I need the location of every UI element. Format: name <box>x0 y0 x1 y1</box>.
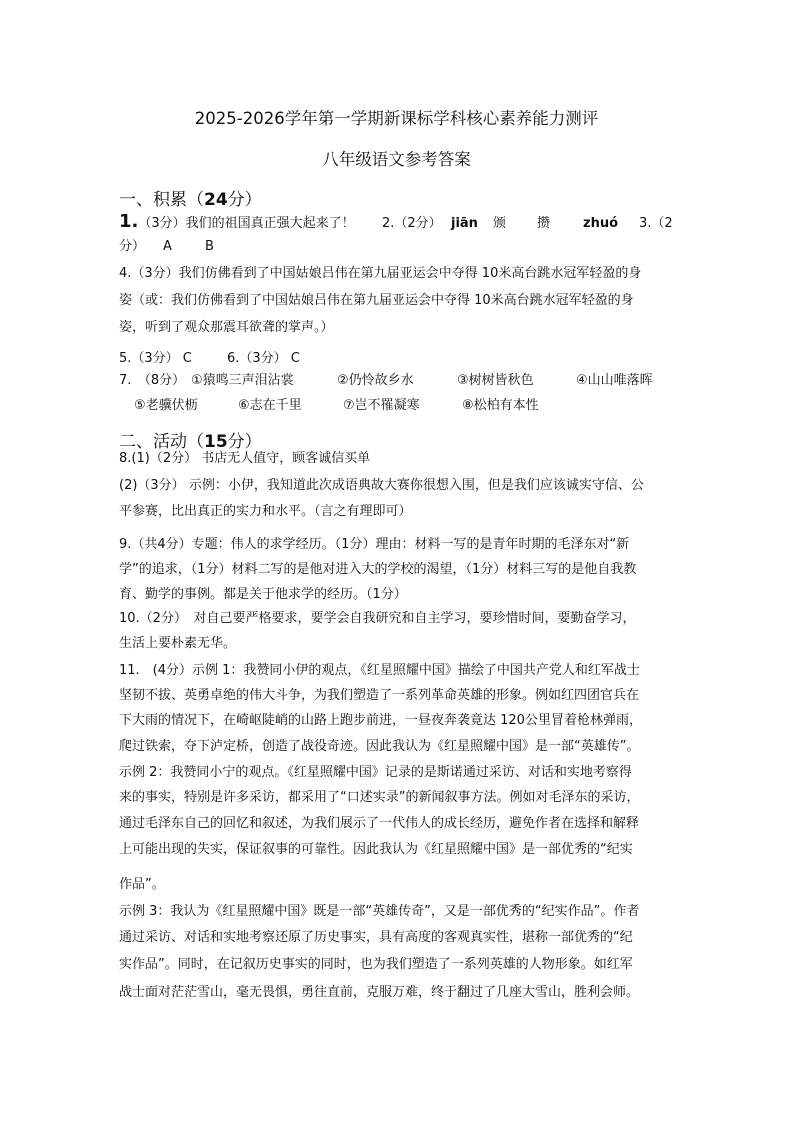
answer-q7-item-1: ①猿鸣三声泪沾裳 <box>191 373 294 388</box>
answer-q7-item-2: ②仍怜故乡水 <box>337 373 414 388</box>
answer-q9-line-3: 育、勤学的事例。都是关于他求学的经历。（1分） <box>119 587 407 602</box>
answer-q7-item-7: ⑦岂不罹凝寒 <box>343 398 420 413</box>
section2-heading-suffix: 分） <box>227 432 262 452</box>
page-subtitle: 八年级语文参考答案 <box>322 150 471 169</box>
section-heading-accumulation <box>119 185 262 210</box>
answer-q7-item-5: ⑤老骥伏枥 <box>134 398 198 413</box>
answer-q11-line-13: 战士面对茫茫雪山，毫无畏惧，勇往直前，克服万难，终于翻过了几座大雪山，胜利会师。 <box>119 985 640 1000</box>
answer-q8-1: 8.(1)（2分） 书店无人值守，顾客诚信买单 <box>119 451 371 466</box>
section-heading-prefix: 一、积累（ <box>119 190 204 210</box>
answer-q4-line-3: 姿，听到了观众那震耳欲聋的掌声。） <box>119 320 334 335</box>
answer-q10-line-1: 10.（2分） 对自己要严格要求，要学会自我研究和自主学习，要珍惜时间，要勤奋学习， <box>119 611 636 626</box>
answer-q7-item-6: ⑥志在千里 <box>238 398 302 413</box>
answer-q8-2-line-2: 平参赛，比出真正的实力和水平。（言之有理即可） <box>119 504 412 519</box>
answer-q2-item-4: zhuó <box>583 216 619 231</box>
answer-q10-line-2: 生活上要朴素无华。 <box>119 636 237 651</box>
section2-heading-prefix: 二、活动（ <box>119 432 204 452</box>
answer-q6: 6.（3分） C <box>227 351 300 366</box>
answer-q11-line-11: 通过采访、对话和实地考察还原了历史事实，具有高度的客观真实性，堪称一部优秀的“纪 <box>119 930 633 945</box>
answer-q11-line-12: 实作品”。同时，在记叙历史事实的同时，也为我们塑造了一系列英雄的人物形象。如红军 <box>119 957 633 972</box>
answer-q11-line-1: 11. (4分）示例 1：我赞同小伊的观点，《红星照耀中国》描绘了中国共产党人和红军战士 <box>119 663 640 678</box>
answer-q9-line-1: 9.（共4分）专题：伟人的求学经历。（1分）理由：材料一写的是青年时期的毛泽东对“新 <box>119 537 630 552</box>
answer-q3-label: 3.（2 <box>639 216 673 231</box>
answer-q11-line-8: 上可能出现的失实，保证叙事的可靠性。因此我认为《红星照耀中国》是一部优秀的“纪实 <box>119 842 633 857</box>
answer-q11-line-6: 来的事实，特别是许多采访，都采用了“口述实录”的新闻叙事方法。例如对毛泽东的采访， <box>119 790 640 805</box>
section-heading-suffix: 分） <box>227 190 262 210</box>
answer-q5: 5.（3分） C <box>119 351 192 366</box>
answer-q11-line-10: 示例 3：我认为《红星照耀中国》既是一部“英雄传奇”，又是一部优秀的“纪实作品”。作者 <box>119 904 640 919</box>
q1-text: （3分）我们的祖国真正强大起来了！ <box>138 216 355 231</box>
answer-q1 <box>119 212 355 234</box>
answer-q9-line-2: 学”的追求，（1分）材料二写的是他对进入大的学校的渴望，（1分）材料三写的是他自我教 <box>119 562 637 577</box>
answer-q8-2-line-1: (2)（3分） 示例：小伊，我知道此次成语典故大赛你很想入围，但是我们应该诚实守信、公 <box>119 478 644 493</box>
answer-q3-b: B <box>205 239 214 254</box>
answer-q11-line-5: 示例 2：我赞同小宁的观点。《红星照耀中国》记录的是斯诺通过采访、对话和实地考察得 <box>119 765 632 780</box>
answer-q7-item-4: ④山山唯落晖 <box>576 373 653 388</box>
answer-q11-line-4: 爬过铁索，夺下泸定桥，创造了战役奇迹。因此我认为《红星照耀中国》是一部“英雄传”。 <box>119 739 640 754</box>
answer-q2-item-3: 攒 <box>537 216 551 231</box>
answer-q7-item-3: ③树树皆秋色 <box>457 373 534 388</box>
answer-q3-cont: 分） <box>119 239 146 254</box>
answer-q2-item-1: jiān <box>451 216 478 231</box>
answer-q7-label: 7. （8分） <box>119 373 186 388</box>
answer-q4-line-1: 4.（3分）我们仿佛看到了中国姑娘吕伟在第九届亚运会中夺得 10米高台跳水冠军轻盈的身 <box>119 266 642 281</box>
answer-q11-line-9: 作品”。 <box>119 877 165 892</box>
answer-q2-item-2: 颁 <box>493 216 507 231</box>
q1-number: 1. <box>119 211 139 232</box>
section-heading-score: 24 <box>204 190 228 210</box>
section2-heading-score: 15 <box>204 432 228 452</box>
answer-q4-line-2: 姿（或：我们仿佛看到了中国姑娘吕伟在第九届亚运会中夺得 10米高台跳水冠军轻盈的身 <box>119 293 634 308</box>
answer-q11-line-3: 下大雨的情况下，在崎岖陡峭的山路上跑步前进，一昼夜奔袭竟达 120公里冒着枪林弹雨， <box>119 713 642 728</box>
page-title: 2025-2026学年第一学期新课标学科核心素养能力测评 <box>194 109 599 128</box>
answer-q2-label: 2.（2分） <box>382 216 442 231</box>
answer-q3-a: A <box>163 239 172 254</box>
answer-q7-item-8: ⑧松柏有本性 <box>462 398 539 413</box>
answer-q11-line-2: 坚韧不拔、英勇卓绝的伟大斗争，为我们塑造了一系列革命英雄的形象。例如红四团官兵在 <box>119 688 640 703</box>
answer-q11-line-7: 通过毛泽东自己的回忆和叙述，为我们展示了一代伟人的成长经历，避免作者在选择和解释 <box>119 816 640 831</box>
